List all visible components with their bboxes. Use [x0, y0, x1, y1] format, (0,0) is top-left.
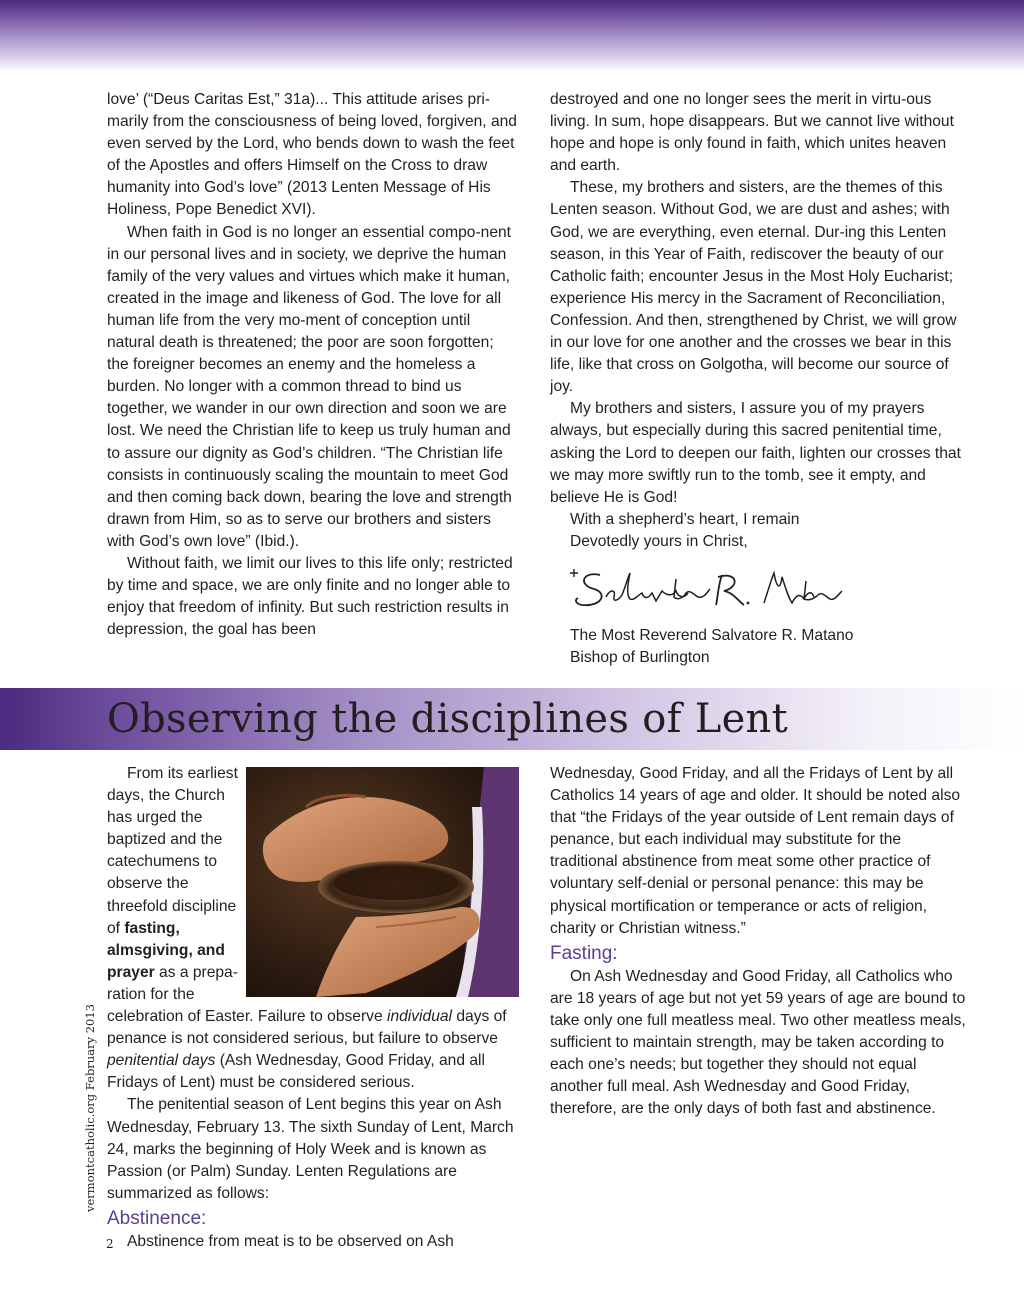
letter-column-left	[107, 89, 519, 641]
eucharist-photo	[246, 767, 519, 997]
abstinence-heading: Abstinence:	[107, 1207, 207, 1229]
abstinence-continued: Wednesday, Good Friday, and all the Fridays of Lent by all Catholics 14 years of age and older. It should be noted also that “the Fridays of the year outside of Lent remain days of penance, but each individual may substitute for the traditional abstinence from meat some other practice of voluntary self-denial or personal penance: this may be physical mortification or temperance or acts of religion, charity or Christian witness.”	[550, 765, 961, 937]
side-publication-label: vermontcatholic.org February 2013	[83, 1004, 97, 1212]
letter-paragraph: My brothers and sisters, I assure you of my prayers always, but especially during this sacred penitential time, asking the Lord to deepen our faith, lighten our crosses that we may more swiftly run to the tomb, see it empty, and believe He is God!	[550, 400, 961, 506]
intro-emphasis: individual	[386, 1008, 453, 1026]
signature-graphic	[568, 567, 848, 615]
intro-text: From its earliest days, the Church has urged the baptized and the catechumens to observe the threefold discipline of	[107, 765, 238, 937]
lent-column-left	[107, 763, 525, 1253]
letter-paragraph: Without faith, we limit our lives to this life only; restricted by time and space, we are only finite and no longer able to enjoy that freedom of infinity. But such restriction results in depression, the goal has been	[107, 554, 513, 639]
hands-holding-paten-image	[246, 767, 519, 997]
letter-paragraph: When faith in God is no longer an essential compo-nent in our personal lives and in society, we deprive the human family of the very values and virtues which make it human, created in the image and likeness of God. The love for all human life from the very mo-ment of conception until natural death is threatened; the poor are soon forgotten; the foreigner becomes an enemy and the homeless a burden. No longer with a common thread to bind us together, we wander in our own direction and soon we are lost. We need the Christian life to keep us truly human and to assure our dignity as God’s children. “The Christian life consists in continuously scaling the mountain to meet God and then coming back down, bearing the love and strength drawn from Him, so as to serve our brothers and sisters with God’s own love” (Ibid.).	[107, 223, 512, 550]
signer-title: Bishop of Burlington	[570, 649, 710, 667]
page-number: 2	[106, 1237, 114, 1251]
abstinence-paragraph: Abstinence from meat is to be observed on Ash	[127, 1232, 454, 1250]
season-paragraph: The penitential season of Lent begins this year on Ash Wednesday, February 13. The sixth Sunday of Lent, March 24, marks the beginning of Holy Week and is known as Passion (or Palm) Sunday. Lenten Regulations are summarized as follows:	[107, 1096, 514, 1202]
closing-line: With a shepherd’s heart, I remain	[570, 510, 800, 528]
closing-line: Devotedly yours in Christ,	[570, 532, 748, 550]
handwritten-signature	[568, 567, 964, 615]
letter-column-right	[550, 89, 964, 669]
letter-paragraph: love’ (“Deus Caritas Est,” 31a)... This attitude arises pri-marily from the consciousness of being loved, forgiven, and even served by the Lord, who bends down to wash the feet of the Apostles and offers Himself on the Cross to draw humanity into God’s love” (2013 Lenten Message of His Holiness, Pope Benedict XVI).	[107, 91, 517, 219]
intro-text: days of penance is not considered serious, but failure to observe	[107, 1008, 507, 1048]
section-title: Observing the disciplines of Lent	[107, 696, 788, 742]
lent-column-right	[550, 763, 968, 1120]
letter-paragraph: destroyed and one no longer sees the merit in virtu-ous living. In sum, hope disappears. But we cannot live without hope and hope is only found in faith, which unites heaven and earth.	[550, 91, 954, 175]
fasting-paragraph: On Ash Wednesday and Good Friday, all Catholics who are 18 years of age but not yet 59 years of age are bound to take only one full meatless meal. Two other meatless meals, sufficient to maintain strength, may be taken according to each one’s needs; but together they should not equal another full meal. Ash Wednesday and Good Friday, therefore, are the only days of both fast and abstinence.	[550, 967, 966, 1118]
intro-emphasis: penitential days	[107, 1052, 216, 1070]
intro-text: as a prepa-ration for the celebration of Easter. Failure to observe	[107, 963, 387, 1026]
top-gradient-bar	[0, 0, 1024, 72]
letter-paragraph: These, my brothers and sisters, are the themes of this Lenten season. Without God, we are dust and ashes; with God, we are everything, even eternal. Dur-ing this Lenten season, in this Year of Faith, rediscover the beauty of our Catholic faith; encounter Jesus in the Most Holy Eucharist; experience His mercy in the Sacrament of Reconciliation, Confession. And then, strengthened by Christ, we will grow in our love for one another and the crosses we bear in this life, like that cross on Golgotha, will become our source of joy.	[550, 179, 957, 396]
threefold-discipline: fasting, almsgiving, and prayer	[107, 919, 225, 981]
fasting-heading: Fasting:	[550, 942, 618, 964]
signer-name: The Most Reverend Salvatore R. Matano	[570, 626, 854, 644]
intro-text: (Ash Wednesday, Good Friday, and all Fridays of Lent) must be considered serious.	[107, 1052, 485, 1092]
